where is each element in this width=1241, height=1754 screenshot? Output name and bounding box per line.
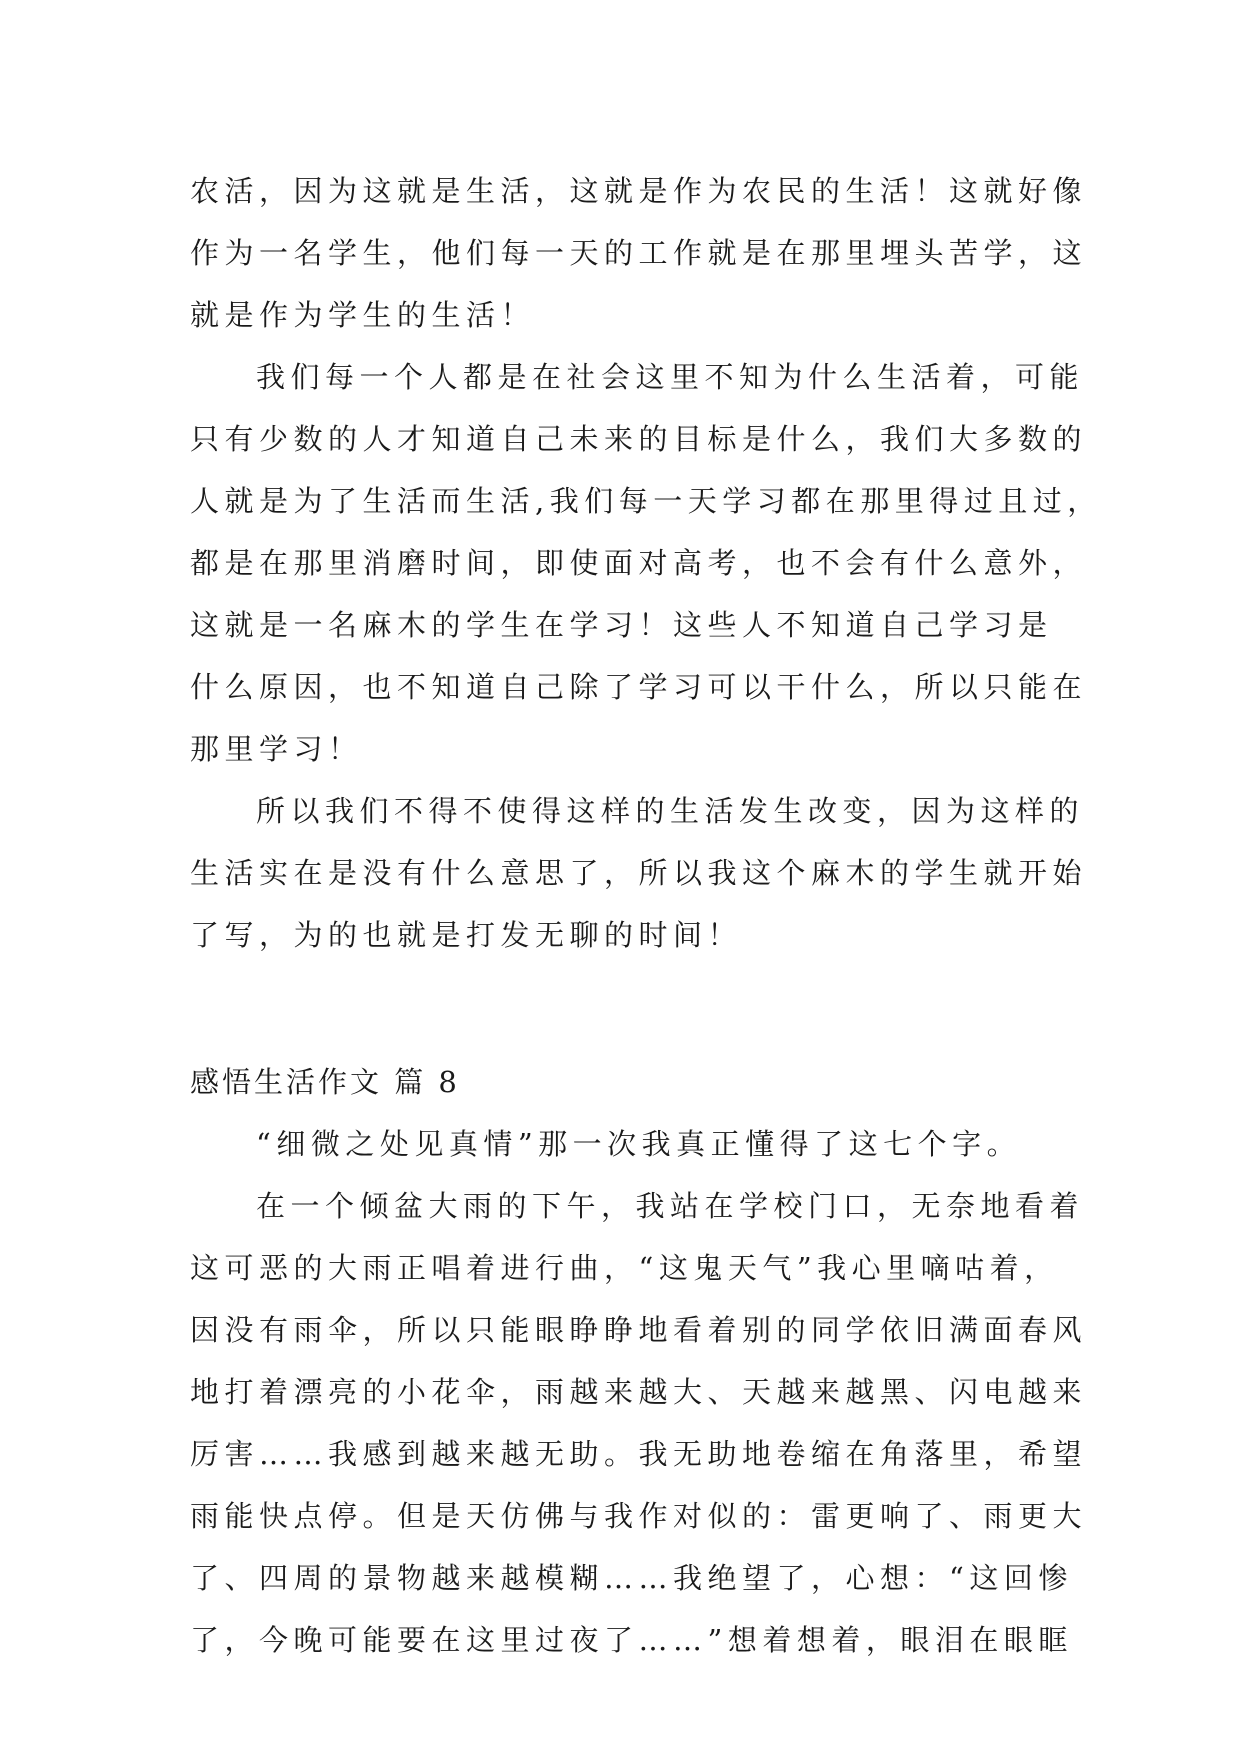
paragraph [190,780,1088,966]
text-line: 所以我们不得不使得这样的生活发生改变，因为这样的 [256,794,1085,828]
paragraph [190,1175,1088,1671]
section-spacer [190,966,1052,1051]
paragraph [190,1113,1052,1175]
text-line: 人就是为了生活而生活,我们每一天学习都在那里得过且过， [190,484,1102,518]
text-line: 农活，因为这就是生活，这就是作为农民的生活！这就好像 [190,174,1088,208]
text-line: 在一个倾盆大雨的下午，我站在学校门口，无奈地看着 [256,1189,1085,1223]
text-line: 地打着漂亮的小花伞，雨越来越大、天越来越黑、闪电越来 [190,1375,1088,1409]
paragraph-continued [190,160,1088,346]
document-body [190,160,1102,1671]
text-line: 那里学习！ [190,732,363,766]
text-line: 生活实在是没有什么意思了，所以我这个麻木的学生就开始 [190,856,1088,890]
text-line: 了，今晚可能要在这里过夜了……”想着想着，眼泪在眼眶 [190,1623,1073,1657]
text-line: 什么原因，也不知道自己除了学习可以干什么，所以只能在 [190,670,1088,704]
text-line: 这就是一名麻木的学生在学习！这些人不知道自己学习是 [190,608,1053,642]
text-line: 雨能快点停。但是天仿佛与我作对似的：雷更响了、雨更大 [190,1499,1088,1533]
text-line: 就是作为学生的生活！ [190,298,536,332]
text-line: 我们每一个人都是在社会这里不知为什么生活着，可能 [256,360,1085,394]
text-line: 只有少数的人才知道自己未来的目标是什么，我们大多数的 [190,422,1088,456]
text-line: “细微之处见真情”那一次我真正懂得了这七个字。 [256,1127,1022,1161]
text-line: 这可恶的大雨正唱着进行曲，“这鬼天气”我心里嘀咕着， [190,1251,1059,1285]
text-line: 厉害……我感到越来越无助。我无助地卷缩在角落里，希望 [190,1437,1088,1471]
text-line: 了、四周的景物越来越模糊……我绝望了，心想：“这回惨 [190,1561,1073,1595]
text-line: 了写，为的也就是打发无聊的时间！ [190,918,743,952]
paragraph [190,346,1102,780]
text-line: 因没有雨伞，所以只能眼睁睁地看着别的同学依旧满面春风 [190,1313,1088,1347]
text-line: 作为一名学生，他们每一天的工作就是在那里埋头苦学，这 [190,236,1088,270]
section-heading: 感悟生活作文 篇 8 [190,1065,460,1099]
text-line: 都是在那里消磨时间，即使面对高考，也不会有什么意外， [190,546,1088,580]
